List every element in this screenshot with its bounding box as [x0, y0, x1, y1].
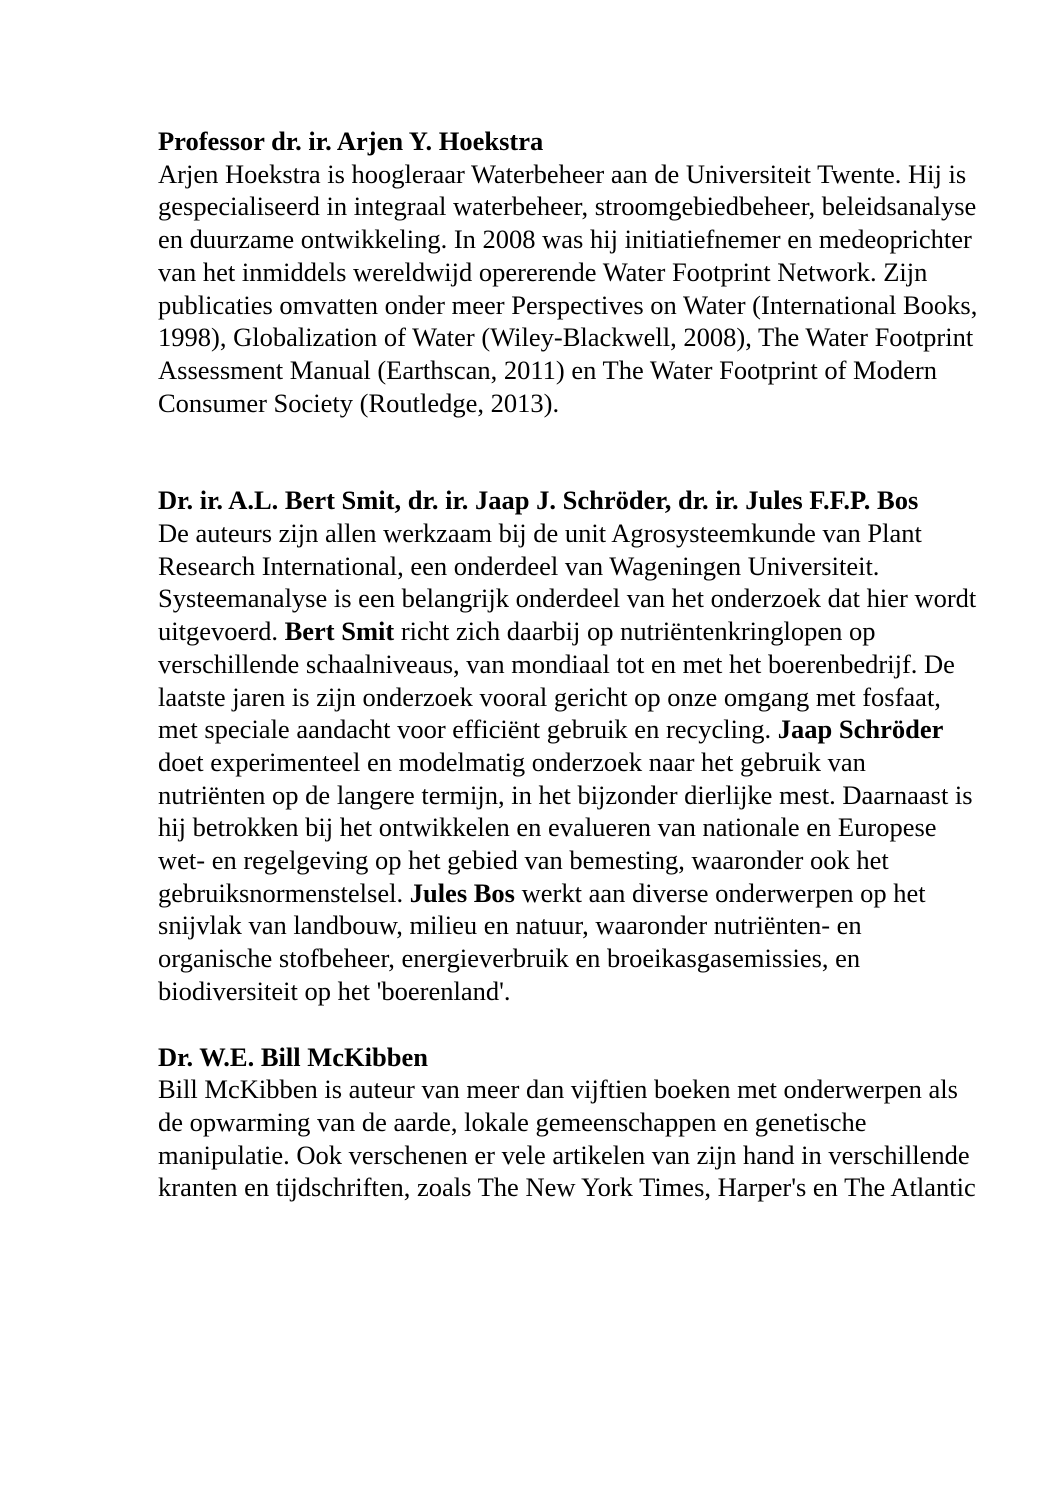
author-bio	[158, 517, 978, 1008]
bio-text: De auteurs zijn allen werkzaam bij de unit Agrosysteemkunde van Plant Research International, een onderdeel van Wageningen Universiteit. Systeemanalyse is een belangrijk onderdeel van het onderzoek dat hier wordt uitgevoerd.	[158, 518, 977, 647]
author-bio: Arjen Hoekstra is hoogleraar Waterbeheer aan de Universiteit Twente. Hij is gespecialiseerd in integraal waterbeheer, stroomgebiedbeheer, beleidsanalyse en duurzame ontwikkeling. In 2008 was hij initiatiefnemer en medeoprichter van het inmiddels wereldwijd opererende Water Footprint Network. Zijn publicaties omvatten onder meer Perspectives on Water (International Books, 1998), Globalization of Water (Wiley-Blackwell, 2008), The Water Footprint Assessment Manual (Earthscan, 2011) en The Water Footprint of Modern Consumer Society (Routledge, 2013).	[158, 158, 978, 418]
bio-text: doet experimenteel en modelmatig onderzoek naar het gebruik van nutriënten op de langere termijn, in het bijzonder dierlijke mest. Daarnaast is hij betrokken bij het ontwikkelen en evalueren van nationale en Europese wet- en regelgeving op het gebied van bemesting, waaronder ook het gebruiksnormenstelsel.	[158, 746, 973, 908]
section-spacer	[158, 419, 978, 484]
author-entry-mckibben	[158, 1041, 978, 1205]
author-name-jules-bos: Jules Bos	[409, 877, 515, 908]
author-heading: Dr. W.E. Bill McKibben	[158, 1041, 428, 1072]
section-spacer	[158, 1008, 978, 1041]
author-name-bert-smit: Bert Smit	[284, 616, 395, 647]
author-entry-smit-schroder-bos	[158, 484, 978, 1007]
author-heading: Professor dr. ir. Arjen Y. Hoekstra	[158, 126, 544, 156]
author-entry-hoekstra	[158, 125, 978, 419]
document-page	[158, 125, 978, 1204]
author-heading: Dr. ir. A.L. Bert Smit, dr. ir. Jaap J. Schröder, dr. ir. Jules F.F.P. Bos	[158, 485, 919, 516]
bio-text: richt zich daarbij op nutriëntenkringlopen op verschillende schaalniveaus, van mondiaal tot en met het boerenbedrijf. De laatste jaren is zijn onderzoek vooral gericht op onze omgang met fosfaat, met speciale aandacht voor efficiënt gebruik en recycling.	[158, 616, 955, 745]
bio-text: werkt aan diverse onderwerpen op het snijvlak van landbouw, milieu en natuur, waaronder nutriënten- en organische stofbeheer, energieverbruik en broeikasgasemissies, en biodiversiteit op het 'boerenland'.	[158, 877, 926, 1006]
author-bio: Bill McKibben is auteur van meer dan vijftien boeken met onderwerpen als de opwarming van de aarde, lokale gemeenschappen en genetische manipulatie. Ook verschenen er vele artikelen van zijn hand in verschillende kranten en tijdschriften, zoals The New York Times, Harper's en The Atlantic	[158, 1074, 976, 1203]
author-name-jaap-schroder: Jaap Schröder	[777, 714, 944, 745]
